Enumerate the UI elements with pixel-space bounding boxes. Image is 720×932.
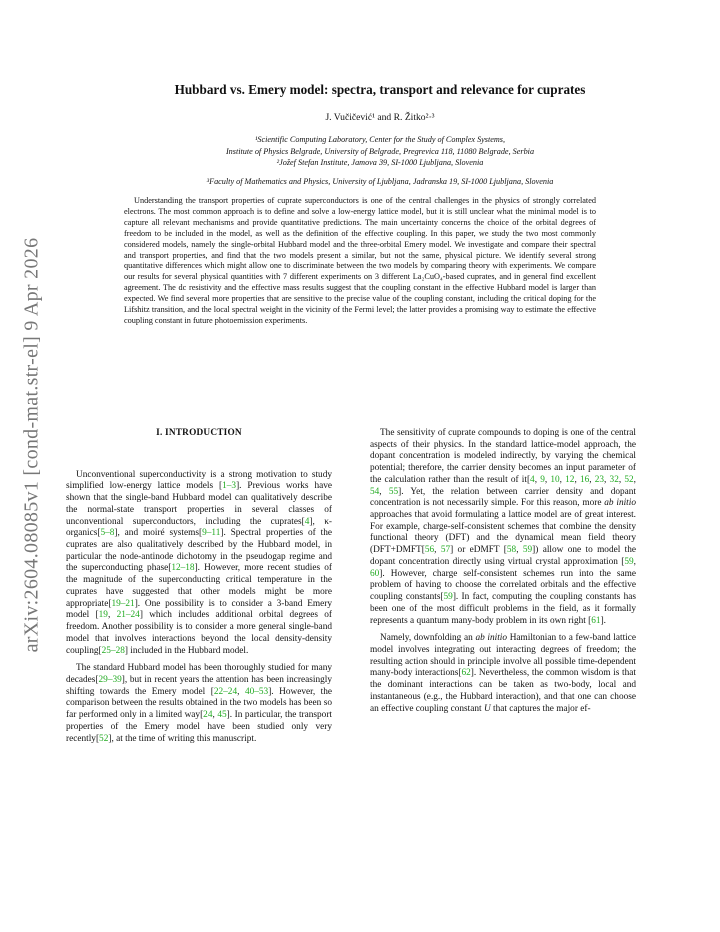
text-run: ]. In particular, the transport properties of the Emery model have been studied only very recently[ (66, 710, 333, 744)
text-run: , (237, 686, 245, 697)
text-run: ]. However, charge self-consistent schemes run into the same problem of having to choose the correlated orbitals and the effective coupling constants[ (370, 568, 636, 603)
text-run: , (534, 474, 541, 485)
paper-authors: J. Vučičević¹ and R. Žitko²·³ (325, 112, 435, 123)
text-run: ] or eDMFT [ (450, 545, 507, 556)
citation-link[interactable]: 9 (540, 474, 545, 485)
arxiv-identifier: arXiv:2604.08085v1 [cond-mat.str-el] 9 Apr 2026 (20, 237, 43, 653)
paragraph (66, 470, 332, 658)
text-run: ]. In fact, computing the coupling constants has been one of the most difficult problems in the field, as it formally represents a quantum many-body problem in its own right [ (370, 592, 636, 626)
text-run: , (618, 474, 625, 485)
citation-link[interactable]: 19–21 (111, 598, 135, 609)
citation-link[interactable]: 9–11 (202, 528, 221, 539)
text-run: ], and moiré systems[ (114, 528, 203, 539)
right-column (370, 428, 636, 715)
citation-link[interactable]: 29–39 (98, 674, 122, 685)
arxiv-sidebar (14, 210, 50, 680)
citation-link[interactable]: 5–8 (100, 528, 115, 539)
text-run: ]) allow one to model the dopant concentration directly using virtual crystal approximation [ (370, 545, 637, 567)
citation-link[interactable]: 58 (506, 545, 517, 556)
citation-link[interactable]: 45 (217, 710, 227, 721)
text-run: , (434, 545, 441, 556)
text-run: , (633, 556, 636, 567)
text-run: , (589, 474, 595, 485)
affiliation-line: Institute of Physics Belgrade, University of Belgrade, Pregrevica 118, 11080 Belgrade, Serbia (225, 146, 535, 156)
text-run: Namely, downfolding an (380, 633, 476, 644)
citation-link[interactable]: 4 (304, 516, 310, 527)
text-run: ] included in the Hubbard model. (124, 645, 249, 656)
text-run: ]. However, more recent studies of the magnitude of the superconducting critical temperature in the cuprates have suggested that other models might be more appropriate[ (66, 563, 332, 609)
text-run: , (574, 474, 580, 485)
text-run: , (516, 545, 523, 556)
citation-link[interactable]: 57 (440, 545, 451, 556)
citation-link[interactable]: 56 (424, 545, 435, 556)
citation-link[interactable]: 54 (370, 486, 380, 497)
text-run: ] which includes additional orbital degrees of freedom. Another possibility is to consider a more general single-band model that involves interactions beyond the local density-density coupling[ (66, 610, 332, 656)
text-run: ], but in recent years the attention has been increasingly shifting towards the Emery model [ (66, 674, 332, 697)
abstract-text: Understanding the transport properties of cuprate superconductors is one of the central challenges in the physics of strongly correlated electrons. The most common approach is to define and solve a low-energy lattice model, but it is still unclear what the minimal model is to capture all relevant mechanisms and provide quantitative predictions. The main uncertainty concerns the choice of the orbital degrees of freedom to be included in the model, as well as the definition of the effective coupling. In this paper, we study the two most commonly considered models, namely the single-orbital Hubbard model and the three-orbital Emery model. We investigate and compare their spectral and transport properties, and find that the two models present a similar, but not the same, physical picture. We identify several strong quantitative differences which might allow one to discriminate between the two models by comparing theory with experiments. We compare our results for several physical quantities with 7 different experiments on 3 different La₂CuO₄-based cuprates, and in general find excellent agreement. The dc resistivity and the effective mass results suggest that the coupling constant in the effective Hubbard model is larger than expected. We find several more properties that are sensitive to the precise value of the coupling constant, including the critical doping for the Lifshitz transition, and the local spectral weight in the vicinity of the Fermi level; the latter provides a promising way to estimate the effective coupling constant in future photoemission experiments. (124, 196, 596, 325)
text-run: ]. (600, 615, 606, 626)
text-run: ], at the time of writing this manuscript. (108, 733, 257, 744)
citation-link[interactable]: 62 (461, 668, 471, 679)
citation-link[interactable]: 55 (388, 486, 399, 497)
citation-link[interactable]: 19 (98, 610, 108, 621)
emphasis-text: ab initio (475, 633, 508, 644)
text-run: , (379, 486, 389, 497)
citation-link[interactable]: 1–3 (222, 481, 237, 492)
text-run: , (544, 474, 551, 485)
citation-link[interactable]: 59 (624, 556, 634, 567)
text-run: The sensitivity of cuprate compounds to doping is one of the central aspects of their physics. In the standard lattice-model approach, the dopant concentration is modeled indirectly, by varying the chemical potential; therefore, the carrier density becomes an input parameter of the calculation rather than the result of it[ (370, 428, 636, 485)
citation-link[interactable]: 59 (443, 592, 453, 603)
citation-link[interactable]: 52 (99, 733, 109, 744)
text-run: , (559, 474, 566, 485)
citation-link[interactable]: 60 (370, 568, 380, 579)
citation-link[interactable]: 4 (530, 474, 535, 485)
text-run: Hamiltonian to a few-band lattice model involves integrating out interacting degrees of freedom; the resulting action should in principle involve all possible time-dependent many-body interactions[ (370, 633, 636, 679)
text-run: , (633, 474, 636, 485)
text-run: ]. One possibility is to consider a 3-band Emery model [ (66, 598, 332, 621)
emphasis-text: ab initio (604, 498, 637, 509)
emphasis-text: U (483, 703, 491, 714)
citation-link[interactable]: 25–28 (101, 645, 125, 656)
left-column (66, 428, 332, 745)
citation-link[interactable]: 61 (591, 615, 601, 626)
citation-link[interactable]: 23 (594, 474, 605, 485)
abstract (124, 196, 596, 327)
citation-link[interactable]: 22–24 (213, 686, 238, 697)
citation-link[interactable]: 10 (550, 474, 560, 485)
text-run: approaches that avoid formulating a lattice model are of great interest. For example, charge-self-consistent schemes that combine the density functional theory (DFT) and the dynamical mean field theory (DFT+DMFT[ (370, 510, 636, 556)
affiliation-line: ¹Scientific Computing Laboratory, Center for the Study of Complex Systems, (254, 135, 506, 144)
citation-link[interactable]: 40–53 (244, 686, 269, 697)
citation-link[interactable]: 16 (579, 474, 590, 485)
paragraph (370, 633, 636, 715)
text-run: , (212, 710, 218, 721)
affiliation-line: ³Faculty of Mathematics and Physics, University of Ljubljana, Jadranska 19, SI-1000 Ljubljana, Slovenia (206, 177, 554, 186)
text-run: ]. However, the comparison between the results obtained in the two models has been so far performed only in a limited way[ (66, 686, 333, 721)
text-run: The standard Hubbard model has been thoroughly studied for many decades[ (66, 663, 332, 685)
citation-link[interactable]: 32 (609, 474, 619, 485)
text-run: ]. Previous works have shown that the single-band Hubbard model can qualitatively describe the normal-state transport properties in several classes of unconventional superconductors, including the cuprates[ (66, 481, 332, 527)
citation-link[interactable]: 52 (624, 474, 634, 485)
section-heading: I. INTRODUCTION (156, 428, 242, 438)
citation-link[interactable]: 12–18 (171, 563, 195, 574)
text-run: ], κ-organics[ (66, 516, 332, 539)
citation-link[interactable]: 21–24 (116, 610, 140, 621)
text-run: , (107, 610, 117, 621)
text-run: ]. Spectral properties of the cuprates are also qualitatively described by the Hubbard model, in particular the node-antinode dichotomy in the pseudogap regime and the superconducting phase[ (66, 528, 332, 574)
affiliation-line: ²Jožef Stefan Institute, Jamova 39, SI-1000 Ljubljana, Slovenia (276, 158, 484, 167)
paragraph (370, 428, 636, 627)
text-run: Unconventional superconductivity is a strong motivation to study simplified low-energy lattice models [ (66, 469, 332, 492)
paragraph (66, 663, 332, 745)
citation-link[interactable]: 59 (522, 545, 533, 556)
paper-title: Hubbard vs. Emery model: spectra, transport and relevance for cuprates (174, 82, 586, 97)
citation-link[interactable]: 24 (203, 710, 213, 721)
text-run: ]. Nevertheless, the common wisdom is that the dominant interactions can be taken as two-body, local and instantaneous (e.g., the Hubbard interaction), and that one can choose an effective coupling constant (370, 668, 636, 714)
text-run: that captures the major ef- (490, 703, 591, 714)
citation-link[interactable]: 12 (565, 474, 575, 485)
text-run: , (604, 474, 610, 485)
text-run: ]. Yet, the relation between carrier density and dopant concentration is not necessarily simple. For this reason, more (370, 486, 636, 509)
